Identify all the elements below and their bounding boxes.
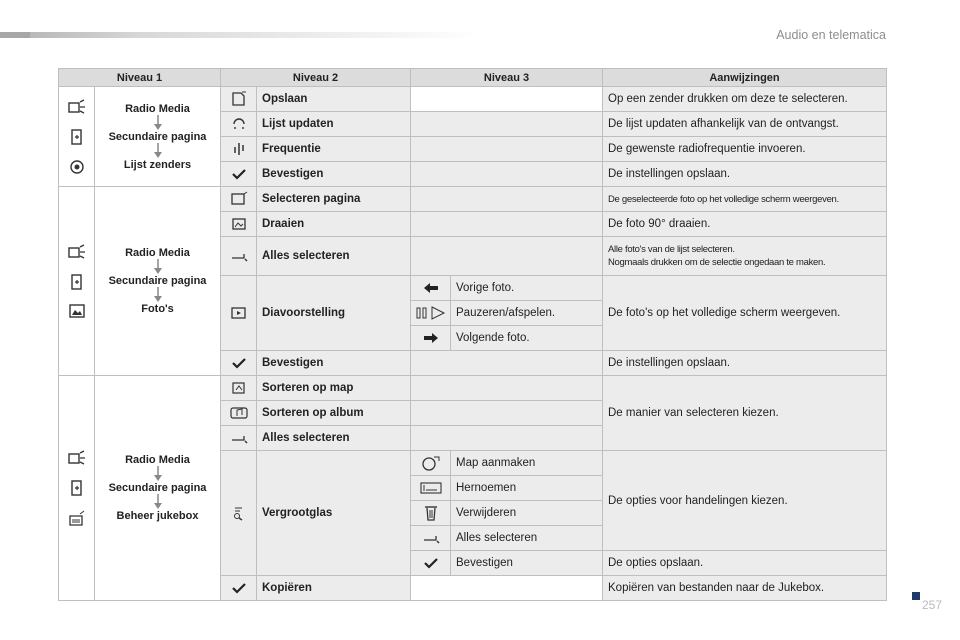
header-decor-strip [0,32,480,38]
select-page-icon [221,187,257,212]
level3-label: Hernoemen [451,476,603,501]
radio-media-icon [68,244,86,260]
previous-icon [411,276,451,301]
sort-album-icon [221,401,257,426]
level3-label: Map aanmaken [451,451,603,476]
page-marker [912,592,920,600]
level2-label: Bevestigen [257,351,411,376]
note-text: De instellingen opslaan. [603,351,887,376]
level1-icons [59,187,95,376]
level3-label: Volgende foto. [451,326,603,351]
note-text: De opties opslaan. [603,551,887,576]
secondary-page-icon [70,129,84,145]
note-text: Kopiëren van bestanden naar de Jukebox. [603,576,887,601]
check-icon [221,162,257,187]
section-title: Audio en telematica [776,28,886,42]
save-icon [221,87,257,112]
check-icon [221,576,257,601]
table-row [59,87,887,112]
note-text: De instellingen opslaan. [603,162,887,187]
secondary-page-icon [70,274,84,290]
table-row [59,187,887,212]
level1-icons [59,376,95,601]
level2-label: Alles selecteren [257,237,411,276]
table-row [59,376,887,401]
select-all-icon [221,426,257,451]
radio-media-icon [68,450,86,466]
level2-label: Diavoorstelling [257,276,411,351]
level3-label: Alles selecteren [451,526,603,551]
menu-table [58,68,887,601]
level2-label: Frequentie [257,137,411,162]
note-text: De manier van selecteren kiezen. [603,376,887,451]
check-icon [221,351,257,376]
delete-icon [411,501,451,526]
frequency-icon [221,137,257,162]
note-text: Alle foto's van de lijst selecteren. Nogmaals drukken om de selectie ongedaan te maken. [603,237,887,276]
level2-label: Vergrootglas [257,451,411,576]
level1-path: Radio Media Secundaire pagina Foto's [95,187,221,376]
level2-label: Alles selecteren [257,426,411,451]
table-header-row [59,69,887,87]
level3-label: Bevestigen [451,551,603,576]
photo-icon [69,304,85,318]
level2-label: Lijst updaten [257,112,411,137]
select-all-icon [221,237,257,276]
level3-label: Vorige foto. [451,276,603,301]
level1-icons [59,87,95,187]
level2-label: Sorteren op map [257,376,411,401]
note-text: De foto 90° draaien. [603,212,887,237]
secondary-page-icon [70,480,84,496]
check-icon [411,551,451,576]
note-text: De gewenste radiofrequentie invoeren. [603,137,887,162]
level1-path: Radio Media Secundaire pagina Lijst zenders [95,87,221,187]
station-list-icon [69,159,85,175]
next-icon [411,326,451,351]
select-all-icon [411,526,451,551]
page-number: 257 [921,598,942,612]
arrow-down-icon [153,287,163,303]
level2-label: Opslaan [257,87,411,112]
level2-label: Kopiëren [257,576,411,601]
level2-label: Sorteren op album [257,401,411,426]
level2-label: Bevestigen [257,162,411,187]
level2-label: Selecteren pagina [257,187,411,212]
new-folder-icon [411,451,451,476]
sort-folder-icon [221,376,257,401]
refresh-icon [221,112,257,137]
slideshow-icon [221,276,257,351]
arrow-down-icon [153,143,163,159]
level2-label: Draaien [257,212,411,237]
note-text: De opties voor handelingen kiezen. [603,451,887,551]
arrow-down-icon [153,259,163,275]
level3-label: Pauzeren/afspelen. [451,301,603,326]
rotate-icon [221,212,257,237]
arrow-down-icon [153,494,163,510]
note-text: De foto's op het volledige scherm weergeven. [603,276,887,351]
note-text: Op een zender drukken om deze te selecteren. [603,87,887,112]
header-level1: Niveau 1 [59,69,221,87]
radio-media-icon [68,99,86,115]
level3-label: Verwijderen [451,501,603,526]
header-level2: Niveau 2 [221,69,411,87]
jukebox-icon [68,510,86,526]
arrow-down-icon [153,466,163,482]
magnifier-icon [221,451,257,576]
note-text: De geselecteerde foto op het volledige scherm weergeven. [603,187,887,212]
rename-icon [411,476,451,501]
note-text: De lijst updaten afhankelijk van de ontvangst. [603,112,887,137]
arrow-down-icon [153,115,163,131]
header-level3: Niveau 3 [411,69,603,87]
level1-path: Radio Media Secundaire pagina Beheer jukebox [95,376,221,601]
header-notes: Aanwijzingen [603,69,887,87]
pause-play-icon [411,301,451,326]
